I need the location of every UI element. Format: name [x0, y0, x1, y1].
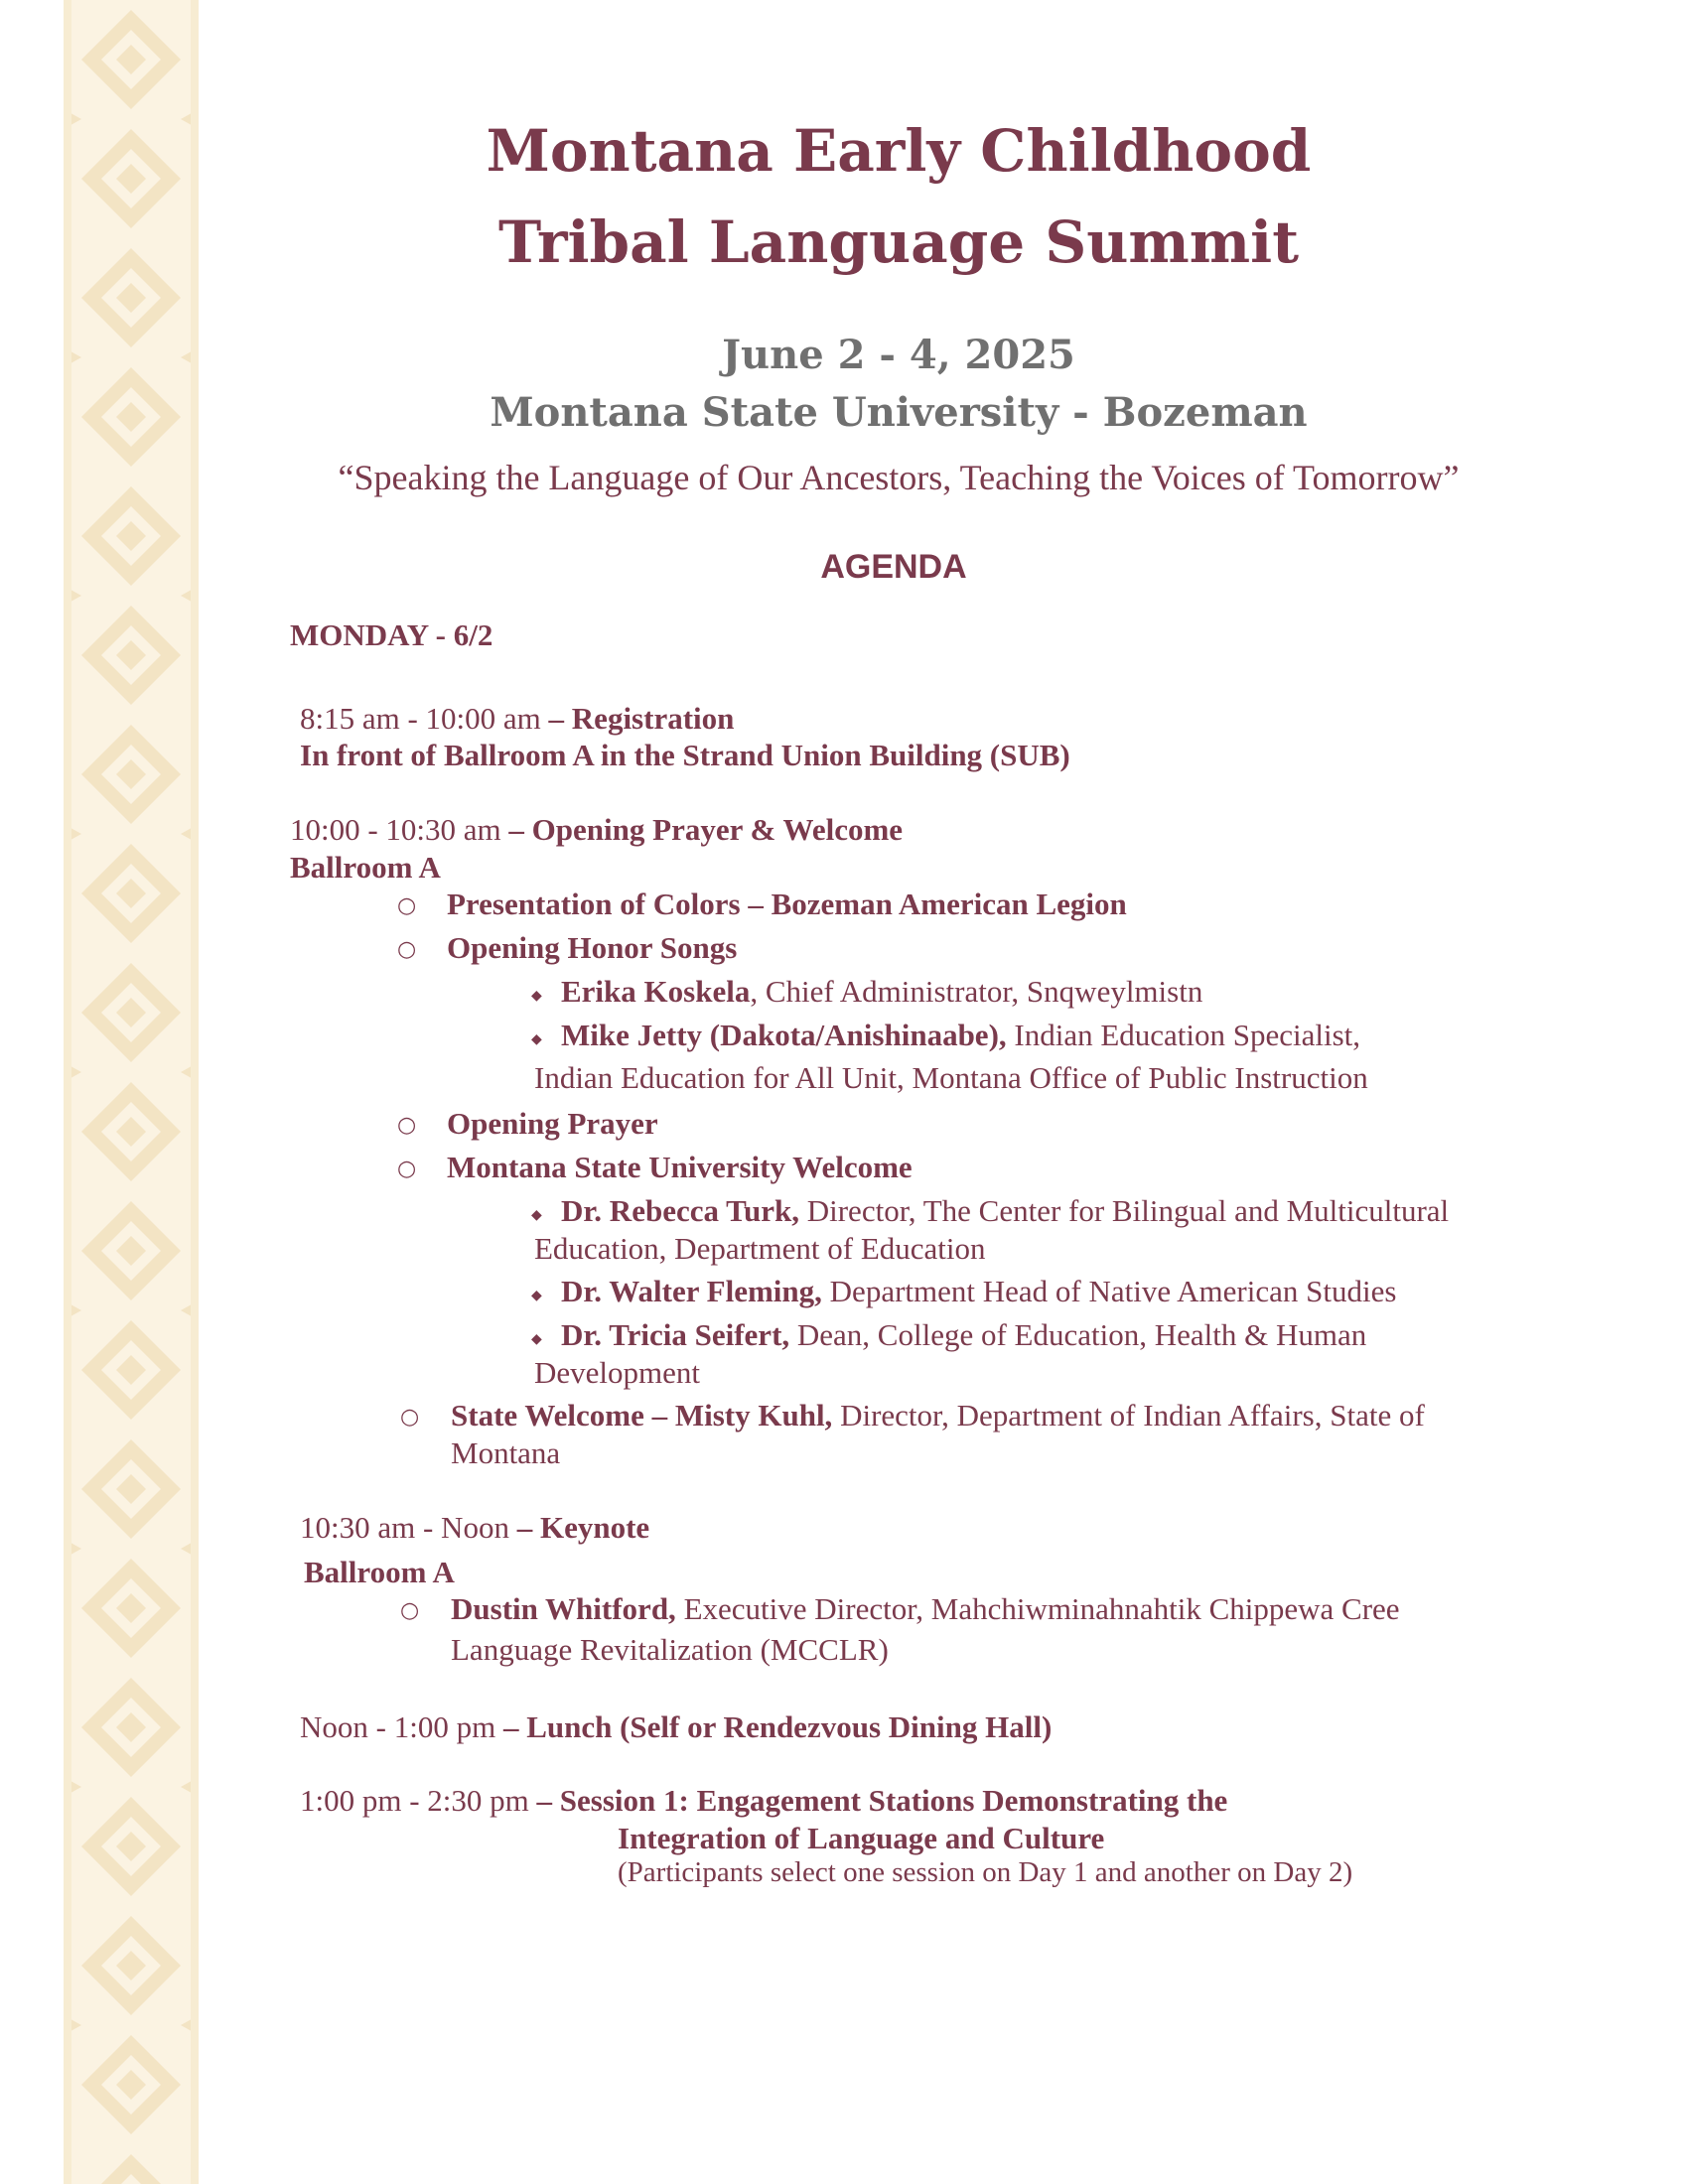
title-line-1: Montana Early Childhood [486, 117, 1312, 185]
circle-bullet-icon: ○ [397, 893, 417, 918]
keynote-speaker [451, 1591, 1400, 1627]
circle-bullet-icon: ○ [397, 937, 417, 962]
dash: – [495, 1709, 527, 1744]
lunch-title: Lunch (Self or Rendezvous Dining Hall) [526, 1709, 1053, 1744]
speaker-name: Dustin Whitford, [451, 1591, 676, 1626]
session1-line [300, 1783, 1227, 1819]
speaker-role: Executive Director, Mahchiwminahnahtik Chippewa Cree [675, 1591, 1400, 1626]
speaker-fleming [561, 1274, 1396, 1309]
registration-line [300, 701, 734, 737]
speaker-role: Indian Education Specialist, [1006, 1018, 1361, 1052]
session1-time: 1:00 pm - 2:30 pm [300, 1783, 529, 1818]
lunch-time: Noon - 1:00 pm [300, 1709, 496, 1744]
opening-time: 10:00 - 10:30 am [290, 812, 501, 847]
dash: – [508, 1510, 540, 1545]
registration-time: 8:15 am - 10:00 am [300, 701, 541, 736]
speaker-role: Director, The Center for Bilingual and Multicultural [798, 1193, 1450, 1228]
speaker-name: Dr. Tricia Seifert, [561, 1317, 790, 1352]
speaker-name: Dr. Rebecca Turk, [561, 1193, 799, 1228]
state-welcome-role-cont: Montana [451, 1435, 561, 1470]
lunch-line [300, 1709, 1052, 1745]
speaker-turk-role-cont: Education, Department of Education [534, 1231, 986, 1266]
diamond-bullet-icon: ◆ [531, 1207, 542, 1223]
session1-note: (Participants select one session on Day 1 and another on Day 2) [618, 1856, 1353, 1888]
dash: – [528, 1783, 560, 1818]
speaker-turk [561, 1193, 1449, 1229]
opening-title: Opening Prayer & Welcome [531, 812, 904, 847]
opening-line [290, 812, 903, 848]
diamond-bullet-icon: ◆ [531, 1031, 542, 1047]
state-welcome-label: State Welcome – Misty Kuhl, [451, 1398, 833, 1433]
keynote-line [300, 1510, 649, 1546]
keynote-time: 10:30 am - Noon [300, 1510, 509, 1545]
speaker-role: Department Head of Native American Studies [821, 1274, 1397, 1308]
opening-honor-songs: Opening Honor Songs [447, 930, 738, 965]
state-welcome-role: Director, Department of Indian Affairs, State of [832, 1398, 1425, 1433]
keynote-location: Ballroom A [304, 1555, 455, 1589]
dash: – [500, 812, 532, 847]
speaker-role: Dean, College of Education, Health & Human [789, 1317, 1367, 1352]
diamond-bullet-icon: ◆ [531, 988, 542, 1004]
circle-bullet-icon: ○ [397, 1113, 417, 1138]
speaker-koskela [561, 974, 1202, 1010]
state-welcome [451, 1398, 1425, 1433]
opening-location: Ballroom A [290, 850, 441, 885]
speaker-name: Mike Jetty (Dakota/Anishinaabe), [561, 1018, 1007, 1052]
diamond-bullet-icon: ◆ [531, 1331, 542, 1347]
opening-prayer: Opening Prayer [447, 1106, 658, 1141]
event-venue: Montana State University - Bozeman [490, 389, 1308, 436]
session1-title-cont: Integration of Language and Culture [618, 1821, 1105, 1855]
keynote-title: Keynote [539, 1510, 650, 1545]
speaker-jetty [561, 1018, 1360, 1053]
circle-bullet-icon: ○ [397, 1157, 417, 1181]
msu-welcome: Montana State University Welcome [447, 1150, 913, 1184]
registration-title: Registration [571, 701, 735, 736]
speaker-seifert [561, 1317, 1366, 1353]
session1-title: Session 1: Engagement Stations Demonstrating the [559, 1783, 1228, 1818]
diamond-bullet-icon: ◆ [531, 1288, 542, 1303]
decorative-border-pattern [64, 0, 199, 2184]
registration-location: In front of Ballroom A in the Strand Union Building (SUB) [300, 738, 1070, 772]
event-dates: June 2 - 4, 2025 [722, 332, 1075, 378]
circle-bullet-icon: ○ [400, 1405, 420, 1430]
day-heading: MONDAY - 6/2 [290, 617, 493, 652]
speaker-role: , Chief Administrator, Snqweylmistn [750, 974, 1203, 1009]
speaker-seifert-role-cont: Development [534, 1355, 701, 1390]
speaker-jetty-role-cont: Indian Education for All Unit, Montana Office of Public Instruction [534, 1060, 1368, 1095]
dash: – [540, 701, 572, 736]
keynote-speaker-role-cont: Language Revitalization (MCCLR) [451, 1632, 889, 1667]
speaker-name: Erika Koskela [561, 974, 751, 1009]
speaker-name: Dr. Walter Fleming, [561, 1274, 822, 1308]
title-line-2: Tribal Language Summit [498, 208, 1299, 276]
agenda-heading: AGENDA [820, 548, 967, 586]
event-theme: “Speaking the Language of Our Ancestors, Teaching the Voices of Tomorrow” [338, 458, 1460, 497]
circle-bullet-icon: ○ [400, 1598, 420, 1623]
presentation-of-colors: Presentation of Colors – Bozeman American Legion [447, 887, 1127, 921]
